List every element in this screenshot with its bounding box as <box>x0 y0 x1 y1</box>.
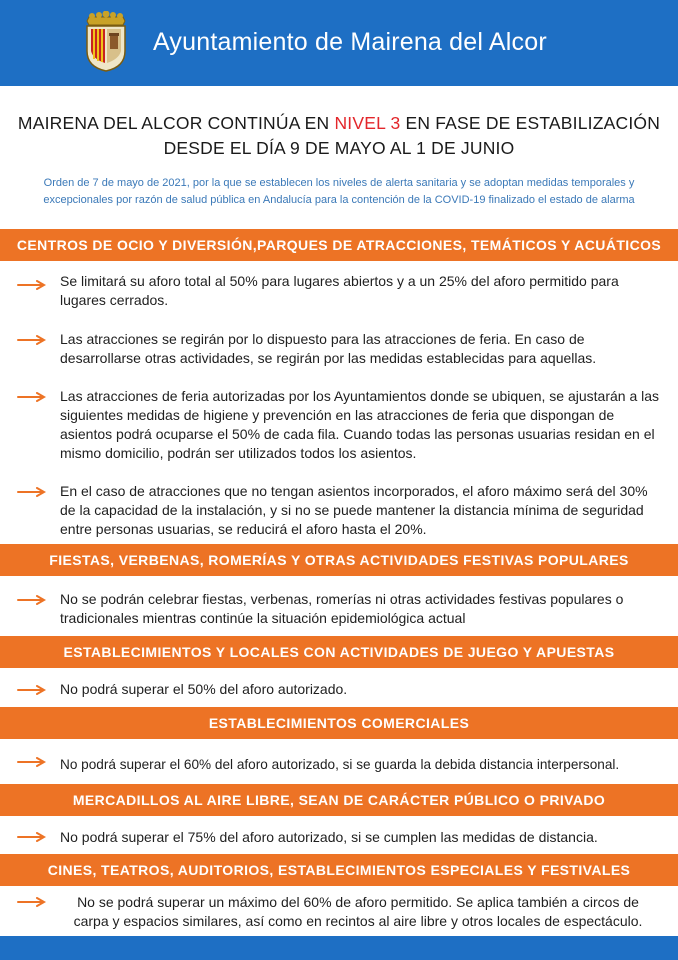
section-heading: FIESTAS, VERBENAS, ROMERÍAS Y OTRAS ACTIVIDADES FESTIVAS POPULARES <box>0 544 678 576</box>
arrow-right-icon <box>17 280 47 290</box>
page-title-line2: DESDE EL DÍA 9 DE MAYO AL 1 DE JUNIO <box>163 138 515 158</box>
arrow-right-icon <box>17 487 47 497</box>
section-heading: MERCADILLOS AL AIRE LIBRE, SEAN DE CARÁCTER PÚBLICO O PRIVADO <box>0 784 678 816</box>
footer-bar <box>0 936 678 960</box>
page-title-line1: MAIRENA DEL ALCOR CONTINÚA EN NIVEL 3 EN FASE DE ESTABILIZACIÓN <box>17 113 661 133</box>
section-heading: ESTABLECIMIENTOS COMERCIALES <box>0 707 678 739</box>
header-bar <box>0 0 678 86</box>
header-title: Ayuntamiento de Mairena del Alcor <box>153 28 547 56</box>
arrow-right-icon <box>17 757 47 767</box>
page-title <box>0 111 678 161</box>
arrow-right-icon <box>17 897 47 907</box>
arrow-right-icon <box>17 832 47 842</box>
legal-reference: Orden de 7 de mayo de 2021, por la que se establecen los niveles de alerta sanitaria y se adoptan medidas temporales y excepcionales por razón de salud pública en Andalucía para la contención de la COVID-19 finalizado el estado de alarma <box>43 177 635 206</box>
arrow-right-icon <box>17 392 47 402</box>
arrow-right-icon <box>17 685 47 695</box>
level-highlight: NIVEL 3 <box>334 113 401 133</box>
section-heading: ESTABLECIMIENTOS Y LOCALES CON ACTIVIDADES DE JUEGO Y APUESTAS <box>0 636 678 668</box>
section-heading: CENTROS DE OCIO Y DIVERSIÓN,PARQUES DE ATRACCIONES, TEMÁTICOS Y ACUÁTICOS <box>0 229 678 261</box>
section-heading: CINES, TEATROS, AUDITORIOS, ESTABLECIMIENTOS ESPECIALES Y FESTIVALES <box>0 854 678 886</box>
coat-of-arms-icon <box>83 11 129 73</box>
arrow-right-icon <box>17 335 47 345</box>
arrow-right-icon <box>17 595 47 605</box>
